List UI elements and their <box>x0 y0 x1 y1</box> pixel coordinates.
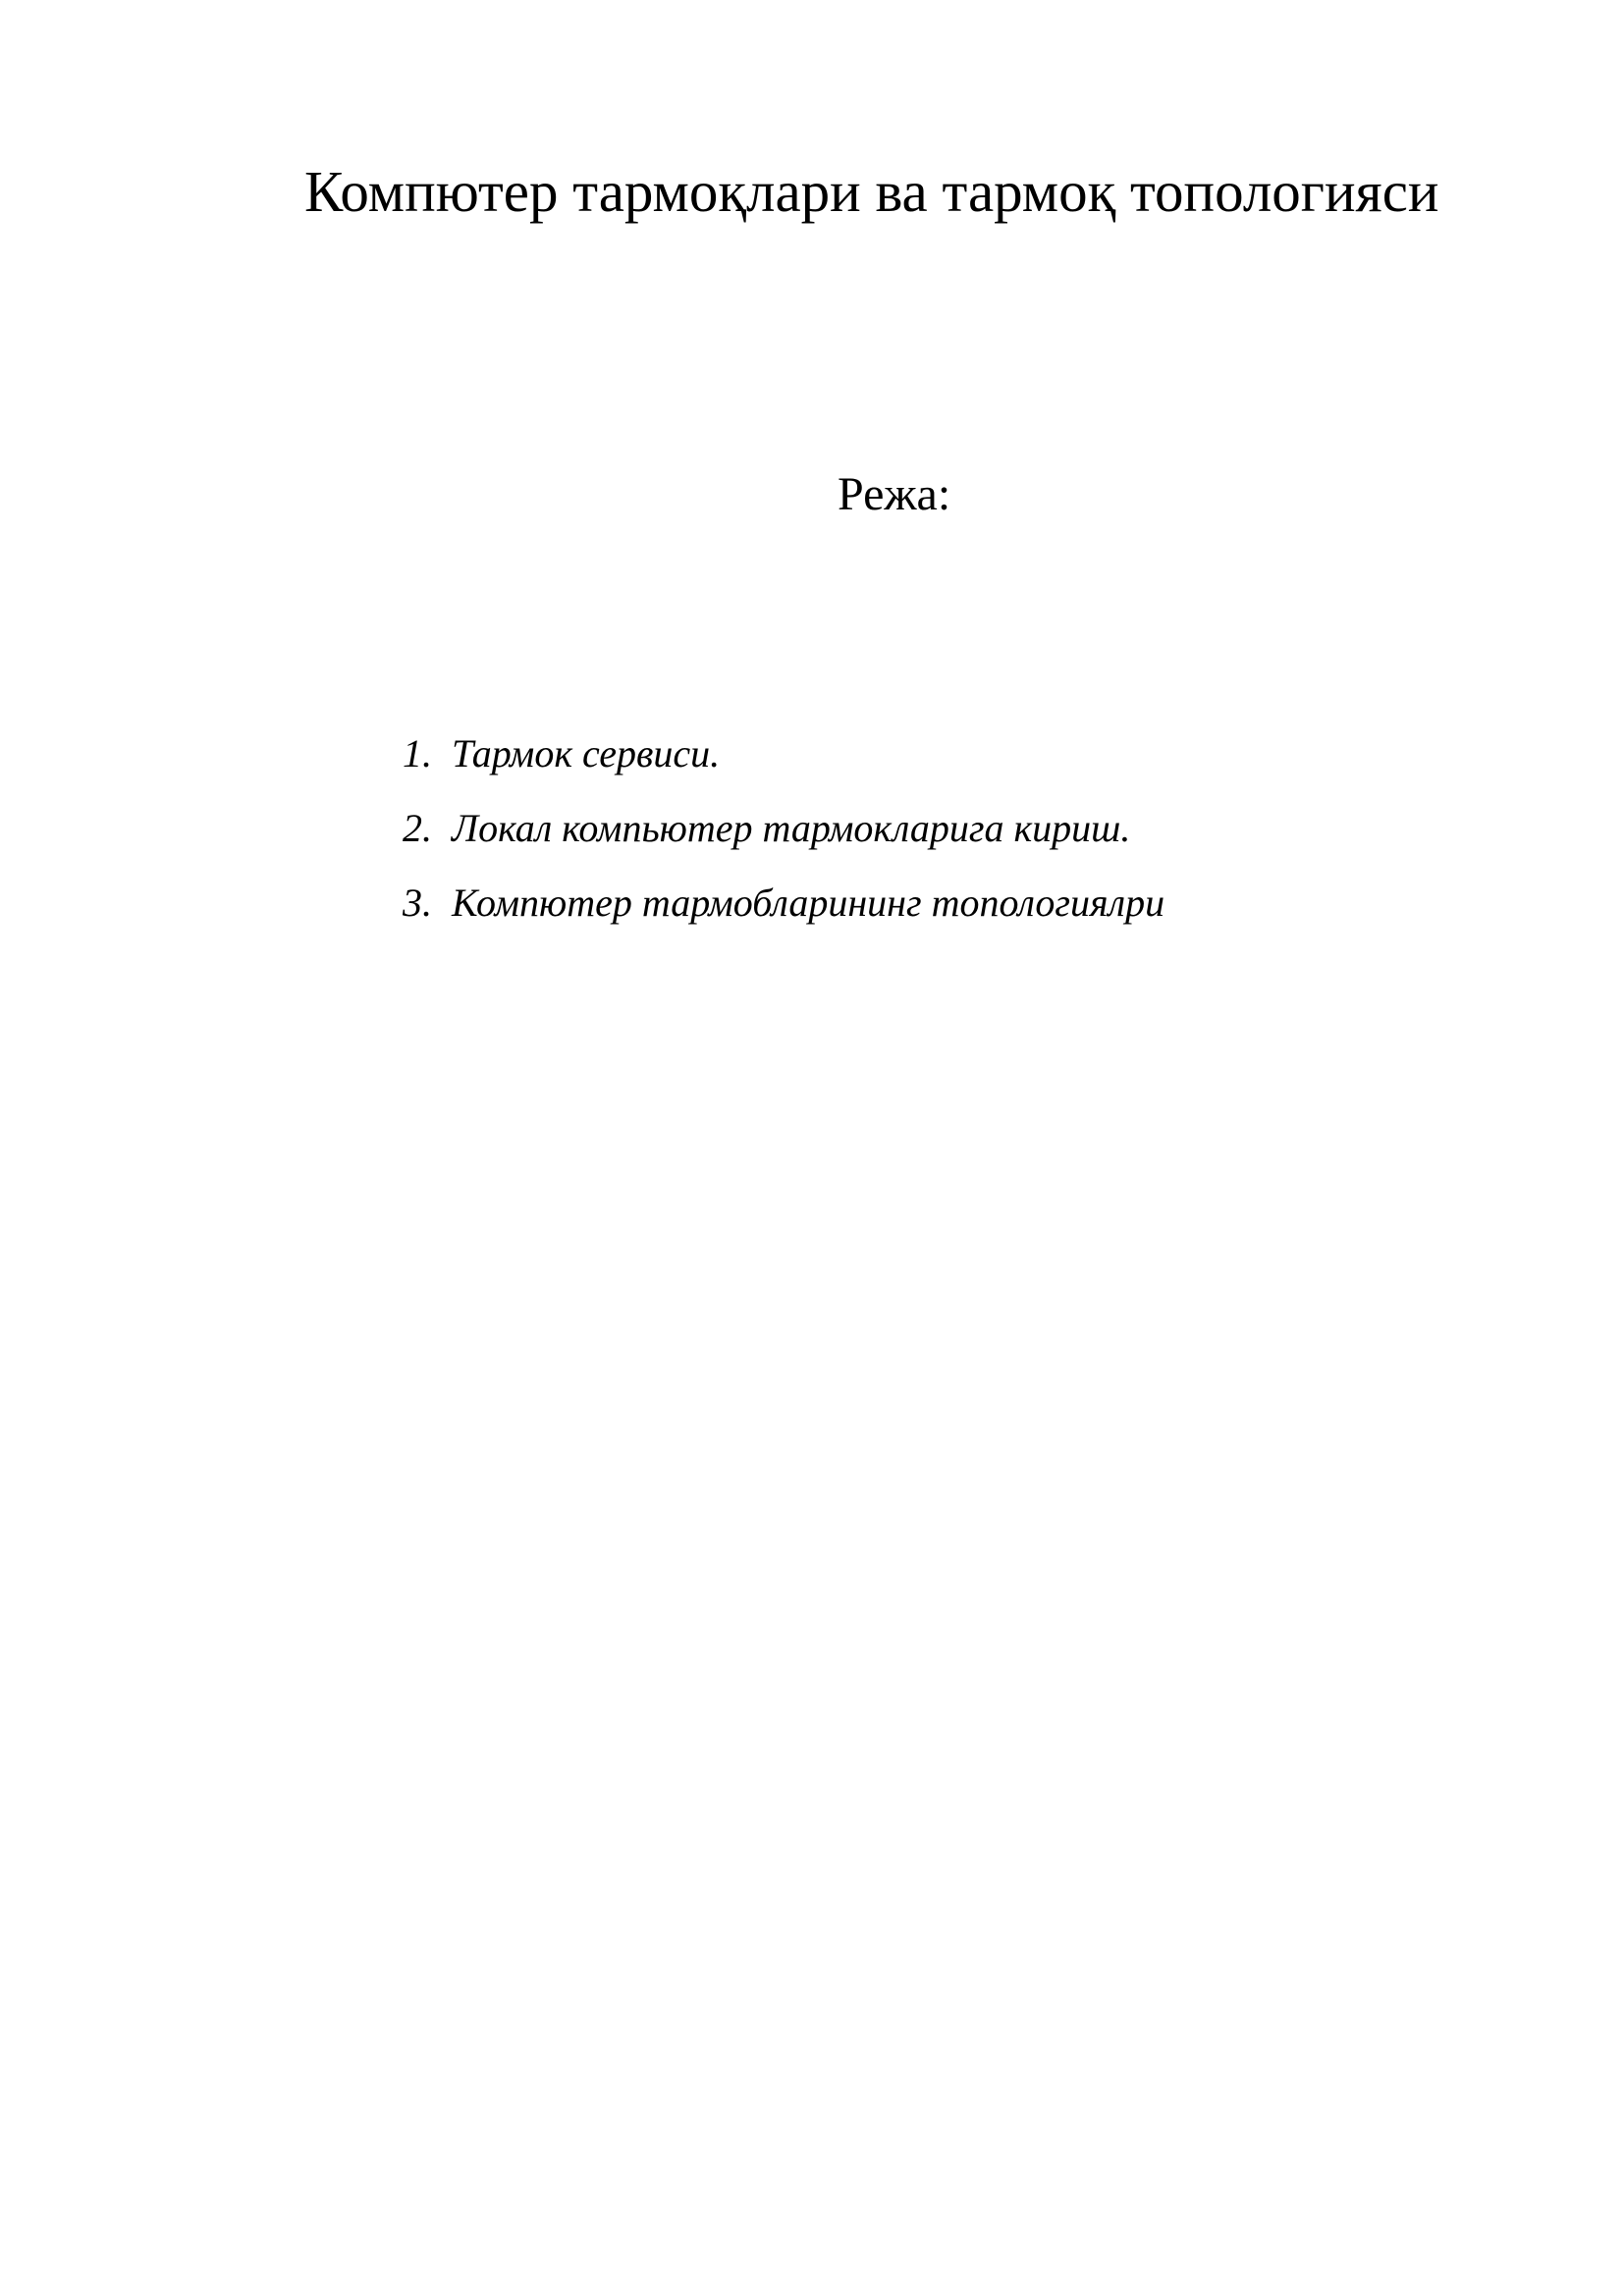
plan-item-3 <box>403 880 1164 927</box>
plan-item-number: 2. <box>403 806 432 850</box>
plan-list <box>403 730 1164 954</box>
plan-item-text: Локал компьютер тармокларига кириш. <box>452 806 1131 850</box>
plan-item-text: Компютер тармобларининг топологиялри <box>452 881 1165 925</box>
plan-item-number: 3. <box>403 881 432 925</box>
plan-item-text: Тармок сервиси. <box>452 731 721 775</box>
plan-item-number: 1. <box>403 731 432 775</box>
plan-item-1 <box>403 730 1164 777</box>
document-title: Компютер тармоқлари ва тармоқ топологияси <box>304 159 1439 224</box>
plan-item-2 <box>403 805 1164 852</box>
plan-heading: Режа: <box>838 468 951 520</box>
